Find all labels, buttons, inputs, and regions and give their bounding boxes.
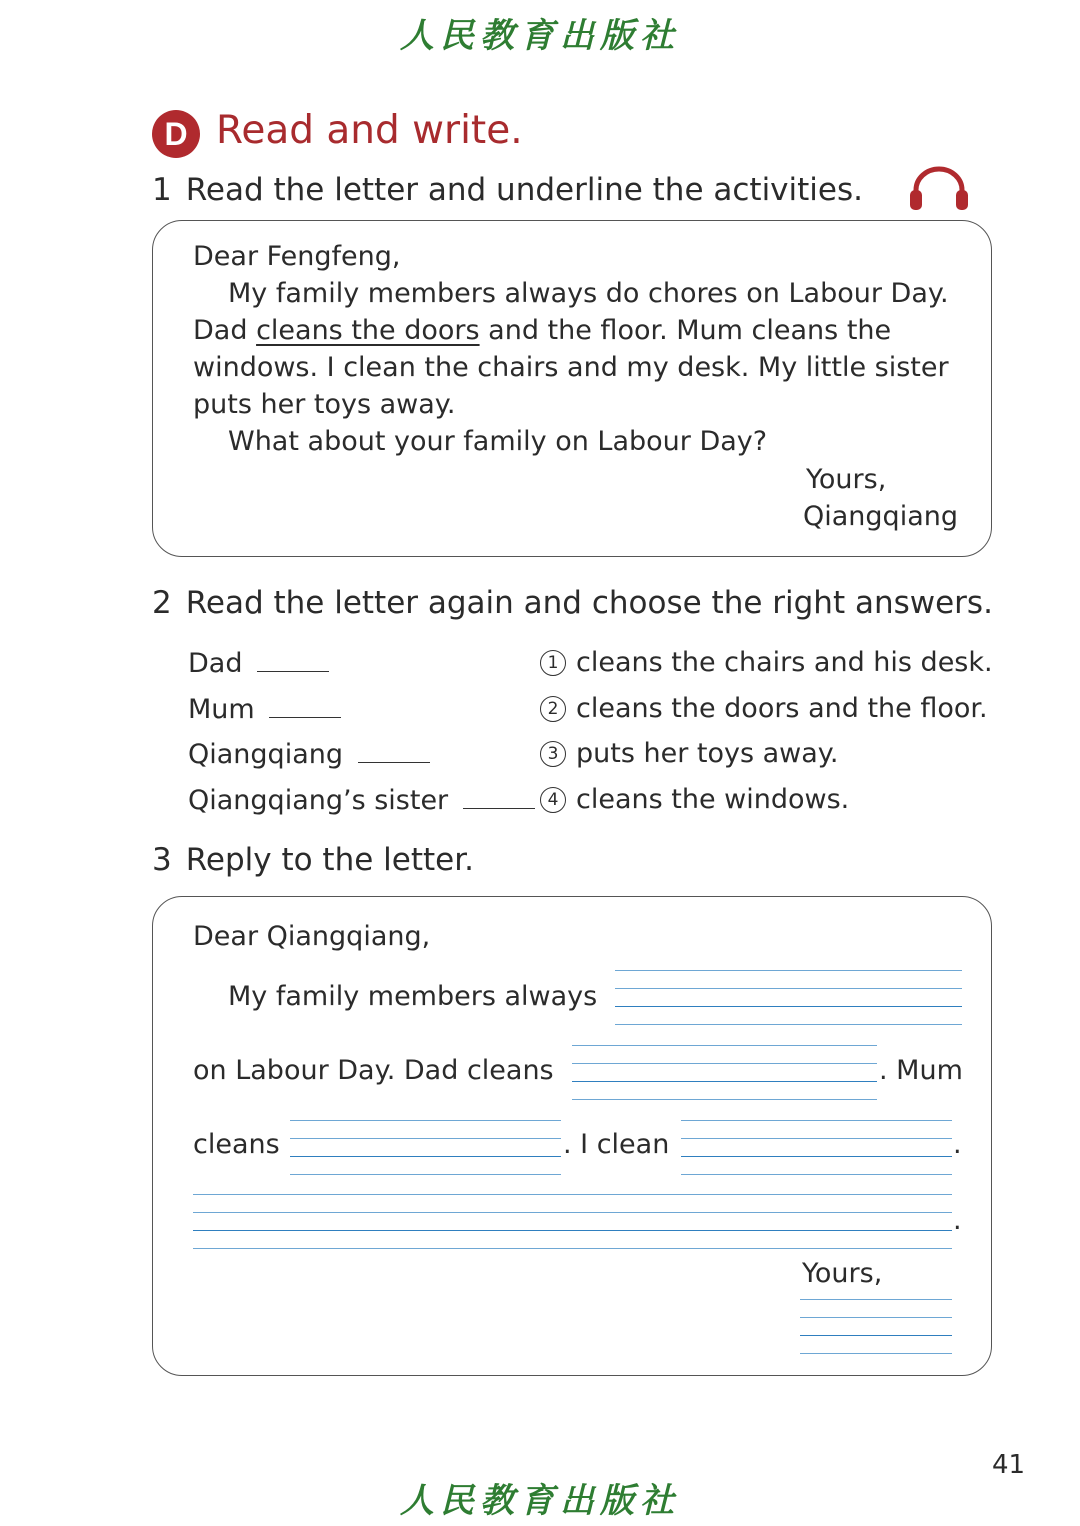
task1-title: Read the letter and underline the activities. [185, 172, 863, 208]
person-qiangqiang [188, 738, 430, 770]
option-number-badge: 2 [540, 696, 566, 722]
option-4 [540, 784, 849, 815]
page-number: 41 [992, 1450, 1026, 1480]
person-mum [188, 693, 341, 725]
option-text: cleans the chairs and his desk. [576, 647, 993, 678]
publisher-footer: 人民教育出版社 [400, 1481, 680, 1521]
reply-line-2a: on Labour Day. Dad cleans [193, 1055, 554, 1086]
task1-number: 1 [152, 172, 172, 208]
letter-line-5: What about your family on Labour Day? [228, 426, 768, 457]
person-label: Dad [188, 648, 243, 679]
task2-title: Read the letter again and choose the right answers. [185, 585, 993, 621]
letter-signature: Qiangqiang [803, 501, 958, 532]
writing-guide-1[interactable] [615, 970, 962, 1024]
publisher-header: 人民教育出版社 [400, 16, 680, 56]
person-label: Mum [188, 694, 255, 725]
option-2 [540, 693, 988, 724]
writing-guide-4[interactable] [681, 1120, 952, 1174]
task3-number: 3 [152, 842, 172, 878]
option-text: puts her toys away. [576, 738, 839, 769]
reply-line-3b: . I clean [563, 1129, 670, 1160]
answer-blank[interactable] [463, 784, 535, 809]
person-label: Qiangqiang [188, 739, 343, 770]
writing-guide-3[interactable] [290, 1120, 561, 1174]
reply-line-3c: . [953, 1129, 962, 1160]
person-label: Qiangqiang’s sister [188, 785, 449, 816]
reply-line-4-end: . [953, 1205, 962, 1236]
letter-closing: Yours, [806, 464, 887, 495]
answer-blank[interactable] [358, 738, 430, 763]
option-3 [540, 738, 839, 769]
writing-guide-5[interactable] [193, 1194, 952, 1248]
section-badge: D [152, 110, 200, 158]
reply-line-2b: . Mum [879, 1055, 963, 1086]
reply-greeting: Dear Qiangqiang, [193, 921, 431, 952]
headphones-icon[interactable] [906, 164, 972, 212]
letter-line-3: windows. I clean the chairs and my desk. My little sister [193, 352, 949, 383]
reply-closing: Yours, [802, 1258, 883, 1289]
reply-line-1: My family members always [228, 981, 598, 1012]
option-1 [540, 647, 993, 678]
letter-greeting: Dear Fengfeng, [193, 241, 401, 272]
option-text: cleans the doors and the floor. [576, 693, 988, 724]
letter-line-2 [193, 312, 891, 349]
answer-blank[interactable] [257, 647, 329, 672]
answer-blank[interactable] [269, 693, 341, 718]
task1-heading [152, 172, 863, 208]
option-number-badge: 4 [540, 787, 566, 813]
option-number-badge: 3 [540, 741, 566, 767]
letter-line-2-pre: Dad [193, 315, 257, 346]
option-number-badge: 1 [540, 650, 566, 676]
person-dad [188, 647, 329, 679]
person-sister [188, 784, 535, 816]
section-title: Read and write. [216, 108, 523, 153]
writing-guide-2[interactable] [572, 1045, 877, 1099]
task3-title: Reply to the letter. [185, 842, 474, 878]
reply-line-3a: cleans [193, 1129, 280, 1160]
signature-guide[interactable] [800, 1299, 952, 1353]
letter-line-4: puts her toys away. [193, 389, 456, 420]
task3-heading [152, 842, 474, 878]
letter-line-1: My family members always do chores on Labour Day. [228, 278, 949, 309]
underlined-activity: cleans the doors [256, 315, 480, 346]
option-text: cleans the windows. [576, 784, 850, 815]
task2-heading [152, 585, 993, 621]
letter-line-2-post: and the floor. Mum cleans the [479, 315, 892, 346]
task2-number: 2 [152, 585, 172, 621]
